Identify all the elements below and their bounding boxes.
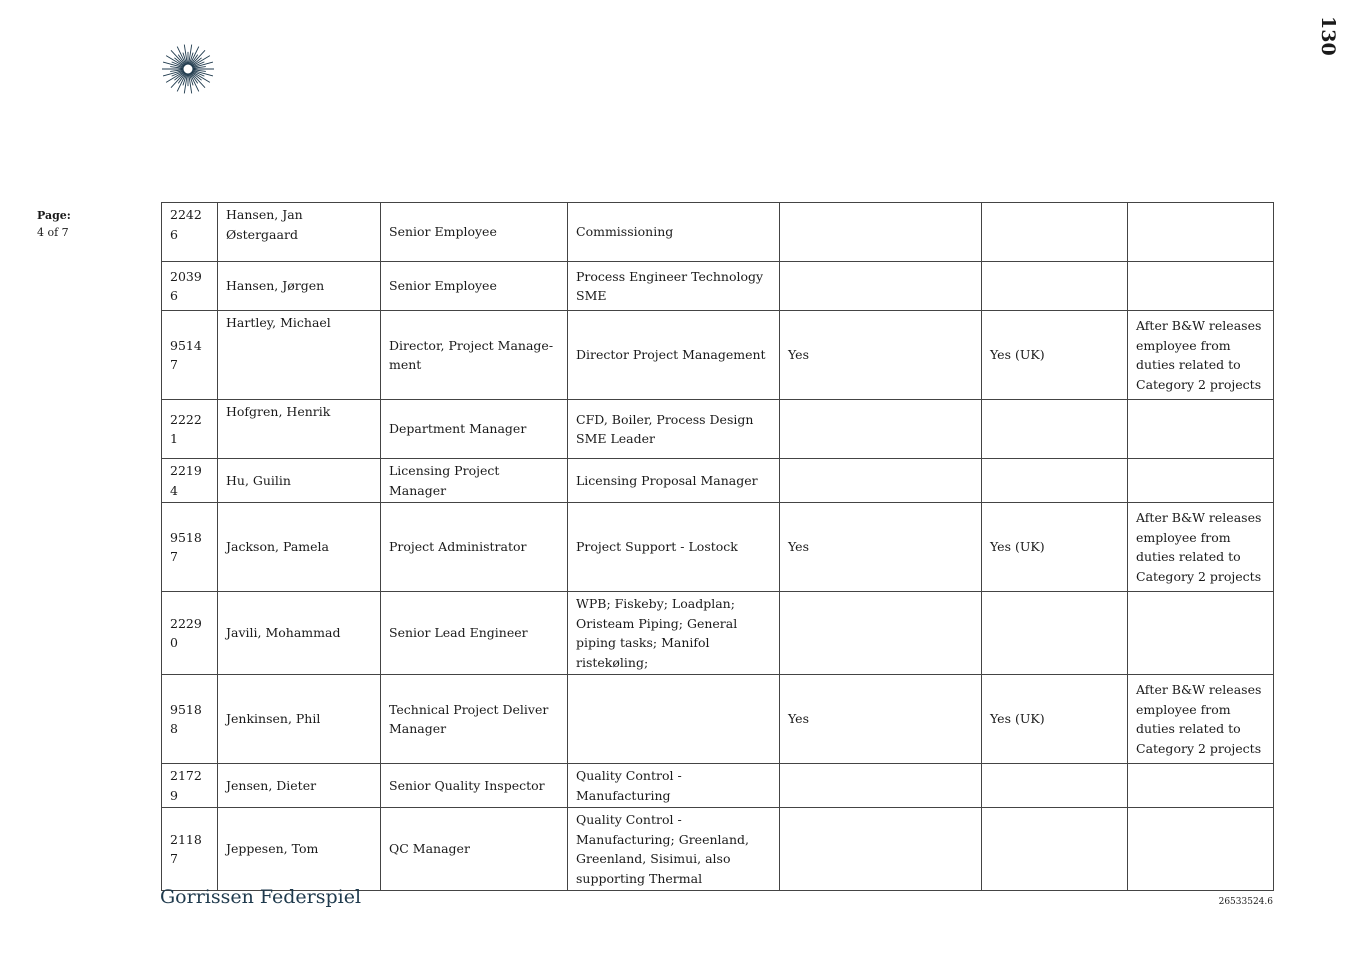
- cell-col7: [1128, 459, 1274, 503]
- cell-role: Commissioning: [568, 203, 780, 262]
- cell-id: 22426: [162, 203, 218, 262]
- table-row: [162, 311, 1274, 400]
- cell-col5: [780, 592, 982, 675]
- cell-role: Director Project Management: [568, 311, 780, 400]
- cell-col7: [1128, 262, 1274, 311]
- cell-name: Hansen, Jørgen: [218, 262, 381, 311]
- cell-role: CFD, Boiler, Process Design SME Leader: [568, 400, 780, 459]
- cell-title: Project Administrator: [381, 503, 568, 592]
- cell-col7: [1128, 203, 1274, 262]
- table-row: [162, 675, 1274, 764]
- cell-title: Department Manager: [381, 400, 568, 459]
- cell-col7: After B&W releases employee from duties related to Category 2 projects: [1128, 503, 1274, 592]
- cell-col5: Yes: [780, 311, 982, 400]
- cell-id: 21187: [162, 808, 218, 891]
- cell-role: Quality Control - Manufacturing: [568, 764, 780, 808]
- cell-role: Licensing Proposal Manager: [568, 459, 780, 503]
- cell-title: QC Manager: [381, 808, 568, 891]
- cell-col6: [982, 592, 1128, 675]
- cell-col5: [780, 400, 982, 459]
- table-row: [162, 592, 1274, 675]
- table-row: [162, 808, 1274, 891]
- cell-col7: After B&W releases employee from duties related to Category 2 projects: [1128, 675, 1274, 764]
- cell-role: Quality Control - Manufacturing; Greenland, Greenland, Sisimui, also supporting Thermal: [568, 808, 780, 891]
- cell-id: 22290: [162, 592, 218, 675]
- cell-col5: [780, 459, 982, 503]
- cell-title: Licensing Project Manager: [381, 459, 568, 503]
- cell-id: 95187: [162, 503, 218, 592]
- page-indicator: [37, 207, 71, 241]
- cell-id: 95188: [162, 675, 218, 764]
- cell-role: WPB; Fiskeby; Loadplan; Oristeam Piping; General piping tasks; Manifol ristekøling;: [568, 592, 780, 675]
- cell-col6: [982, 764, 1128, 808]
- cell-col7: [1128, 400, 1274, 459]
- cell-col6: Yes (UK): [982, 675, 1128, 764]
- table-row: [162, 400, 1274, 459]
- table-row: [162, 262, 1274, 311]
- cell-id: 22221: [162, 400, 218, 459]
- cell-col6: [982, 262, 1128, 311]
- cell-id: 20396: [162, 262, 218, 311]
- cell-role: [568, 675, 780, 764]
- cell-col6: [982, 400, 1128, 459]
- page-indicator-label: Page:: [37, 209, 71, 222]
- cell-title: Technical Project Deliver Manager: [381, 675, 568, 764]
- cell-col5: [780, 203, 982, 262]
- cell-name: Hu, Guilin: [218, 459, 381, 503]
- table-row: [162, 203, 1274, 262]
- cell-col5: [780, 764, 982, 808]
- cell-title: Senior Lead Engineer: [381, 592, 568, 675]
- footer-brand: Gorrissen Federspiel: [160, 886, 362, 908]
- staff-table: [161, 202, 1274, 891]
- cell-role: Project Support - Lostock: [568, 503, 780, 592]
- cell-name: Jensen, Dieter: [218, 764, 381, 808]
- cell-role: Process Engineer Technology SME: [568, 262, 780, 311]
- cell-col6: [982, 459, 1128, 503]
- cell-name: Javili, Mohammad: [218, 592, 381, 675]
- table-row: [162, 764, 1274, 808]
- cell-col6: [982, 808, 1128, 891]
- cell-col5: [780, 262, 982, 311]
- cell-id: 22194: [162, 459, 218, 503]
- cell-col7: After B&W releases employee from duties related to Category 2 projects: [1128, 311, 1274, 400]
- page-number: 130: [1317, 16, 1339, 56]
- cell-name: Jeppesen, Tom: [218, 808, 381, 891]
- cell-id: 95147: [162, 311, 218, 400]
- cell-col6: Yes (UK): [982, 503, 1128, 592]
- cell-col7: [1128, 808, 1274, 891]
- cell-name: Hartley, Michael: [218, 311, 381, 400]
- cell-name: Jackson, Pamela: [218, 503, 381, 592]
- document-reference: 26533524.6: [1218, 897, 1273, 907]
- cell-id: 21729: [162, 764, 218, 808]
- cell-col5: Yes: [780, 675, 982, 764]
- cell-col6: Yes (UK): [982, 311, 1128, 400]
- cell-title: Senior Employee: [381, 262, 568, 311]
- cell-title: Senior Quality Inspector: [381, 764, 568, 808]
- cell-name: Hofgren, Henrik: [218, 400, 381, 459]
- table-row: [162, 459, 1274, 503]
- cell-col5: Yes: [780, 503, 982, 592]
- cell-col5: [780, 808, 982, 891]
- cell-col7: [1128, 592, 1274, 675]
- cell-name: Hansen, Jan Østergaard: [218, 203, 381, 262]
- page-indicator-value: 4 of 7: [37, 226, 69, 239]
- sunburst-logo-icon: [158, 43, 218, 95]
- cell-title: Director, Project Manage-ment: [381, 311, 568, 400]
- table-row: [162, 503, 1274, 592]
- cell-name: Jenkinsen, Phil: [218, 675, 381, 764]
- cell-title: Senior Employee: [381, 203, 568, 262]
- cell-col7: [1128, 764, 1274, 808]
- cell-col6: [982, 203, 1128, 262]
